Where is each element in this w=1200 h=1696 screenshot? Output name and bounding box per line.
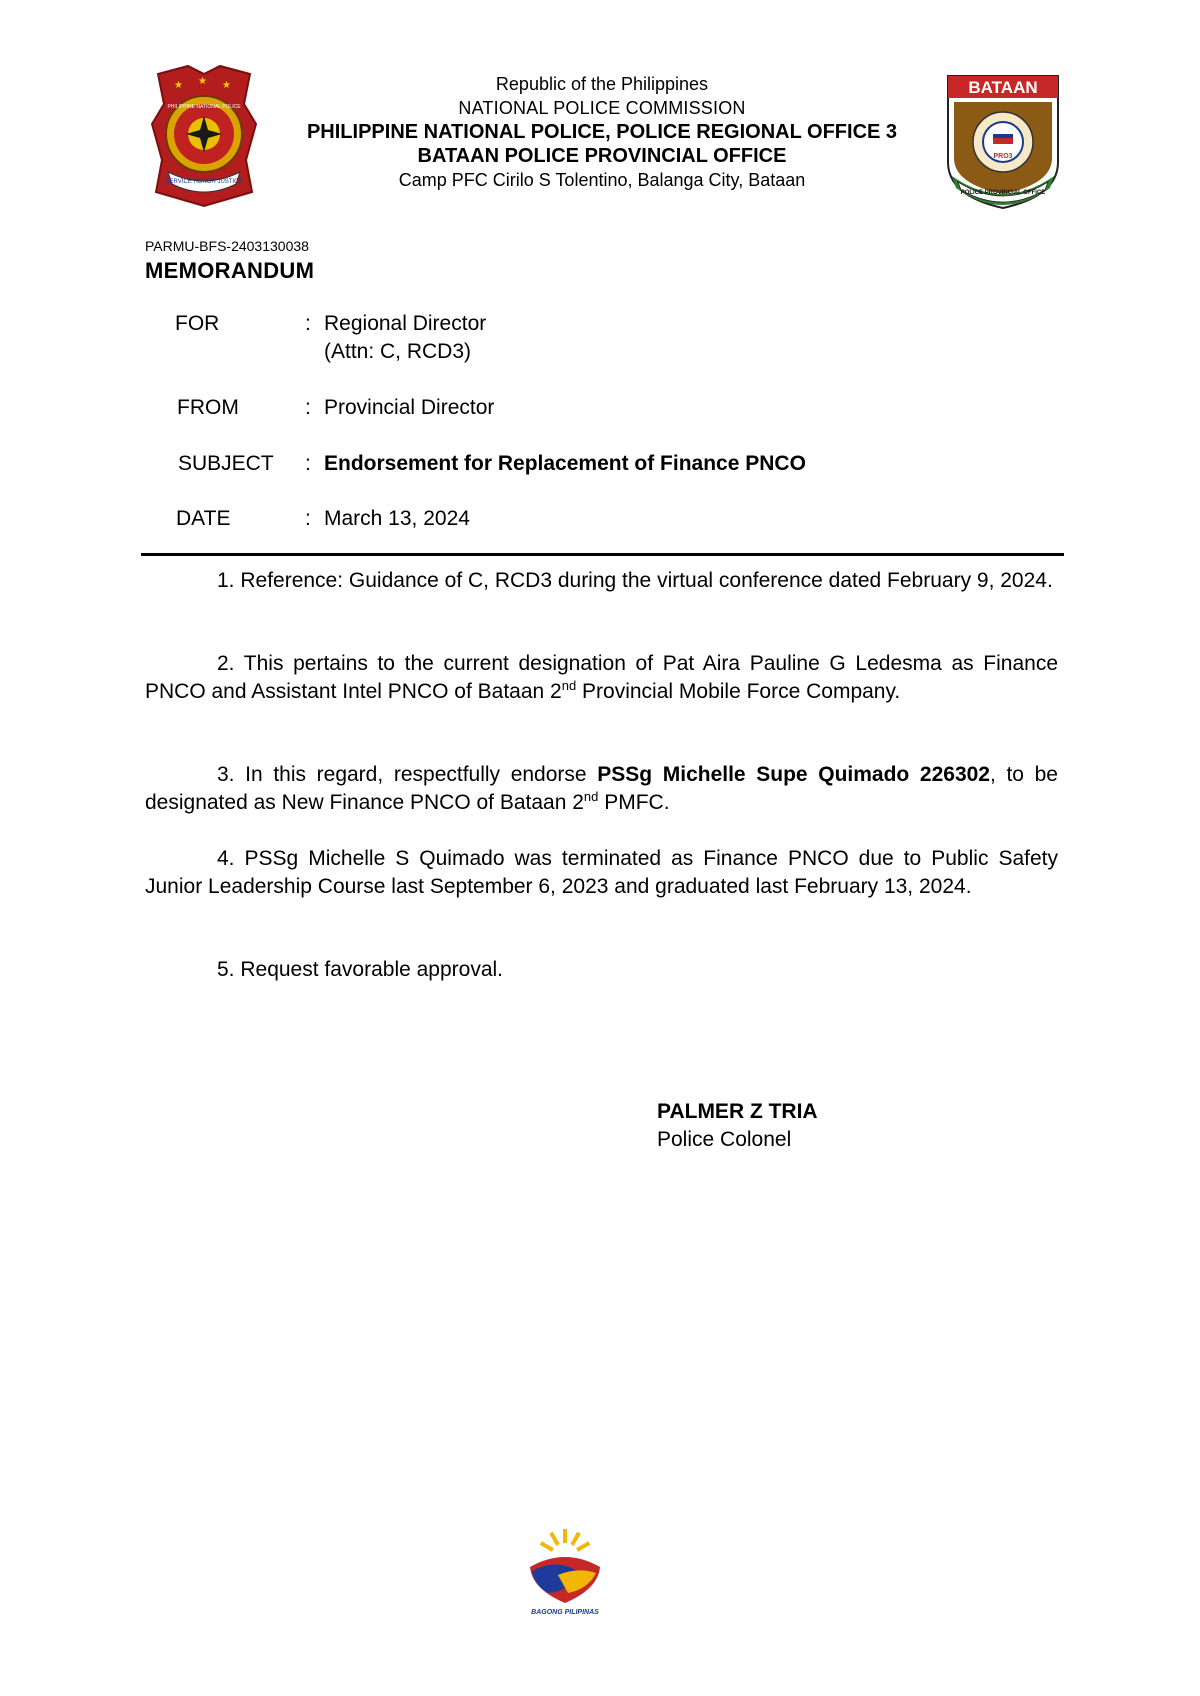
svg-text:★: ★ [222,80,231,91]
pnp-seal-icon [148,64,260,210]
svg-text:BAGONG PILIPINAS: BAGONG PILIPINAS [531,1609,599,1616]
for-value-attn: (Attn: C, RCD3) [324,340,472,363]
from-label: FROM [177,396,239,419]
date-value: March 13, 2024 [324,507,470,530]
svg-text:PHILIPPINE NATIONAL POLICE: PHILIPPINE NATIONAL POLICE [167,104,241,110]
paragraph-4: 4. PSSg Michelle S Quimado was terminated as Finance PNCO due to Public Safety Junior Leadership Course last September 6, 2023 and graduated last February 13, 2024. [145,847,1058,898]
for-colon: : [305,312,311,335]
letterhead-provincial-office: BATAAN POLICE PROVINCIAL OFFICE [417,145,787,167]
svg-text:★: ★ [174,80,183,91]
from-value: Provincial Director [324,396,495,419]
date-label: DATE [176,507,231,530]
paragraph-2 [145,650,1058,706]
ordinal-suffix: nd [583,789,599,804]
letterhead-address: Camp PFC Cirilo S Tolentino, Balanga City, Bataan [398,170,806,190]
paragraph-3-text-a: 3. In this regard, respectfully endorse [217,763,598,786]
bagong-pilipinas-logo-icon [518,1527,612,1619]
letterhead-office: PHILIPPINE NATIONAL POLICE, POLICE REGIONAL OFFICE 3 [306,121,898,143]
svg-text:BATAAN: BATAAN [968,78,1038,97]
letterhead [260,72,944,192]
for-label: FOR [175,312,220,335]
subject-colon: : [305,452,311,475]
paragraph-5: 5. Request favorable approval. [217,958,504,981]
bataan-ppo-seal-icon [944,72,1062,210]
memo-title: MEMORANDUM [145,258,315,283]
reference-number: PARMU-BFS-2403130038 [145,238,309,254]
paragraph-3-text-c: PMFC. [598,791,670,814]
subject-label: SUBJECT [178,452,274,475]
paragraph-3-text-b: , to be designated as New Finance PNCO of Bataan 2 [145,763,1058,814]
svg-text:PRO3: PRO3 [993,153,1013,160]
paragraph-2-text-a: 2. This pertains to the current designation of Pat Aira Pauline G Ledesma as Finance PNCO and Assistant Intel PNCO of Bataan 2 [145,652,1058,703]
paragraph-2-text-b: Provincial Mobile Force Company. [576,680,901,703]
for-value: Regional Director [324,312,487,335]
header-divider [141,553,1064,556]
signatory-rank: Police Colonel [657,1128,792,1151]
paragraph-3 [145,761,1058,817]
svg-text:★: ★ [198,76,207,87]
svg-text:POLICE PROVINCIAL OFFICE: POLICE PROVINCIAL OFFICE [960,190,1046,196]
letterhead-commission: NATIONAL POLICE COMMISSION [458,98,746,118]
date-colon: : [305,507,311,530]
subject-value: Endorsement for Replacement of Finance PNCO [324,452,806,475]
endorsee-name: PSSg Michelle Supe Quimado 226302 [597,763,990,786]
ordinal-suffix: nd [561,678,577,693]
paragraph-1: 1. Reference: Guidance of C, RCD3 during the virtual conference dated February 9, 2024. [217,569,1053,592]
svg-text:SERVICE HONOR JUSTICE: SERVICE HONOR JUSTICE [165,179,243,185]
from-colon: : [305,396,311,419]
letterhead-republic: Republic of the Philippines [495,74,709,94]
signatory-name: PALMER Z TRIA [657,1100,818,1123]
